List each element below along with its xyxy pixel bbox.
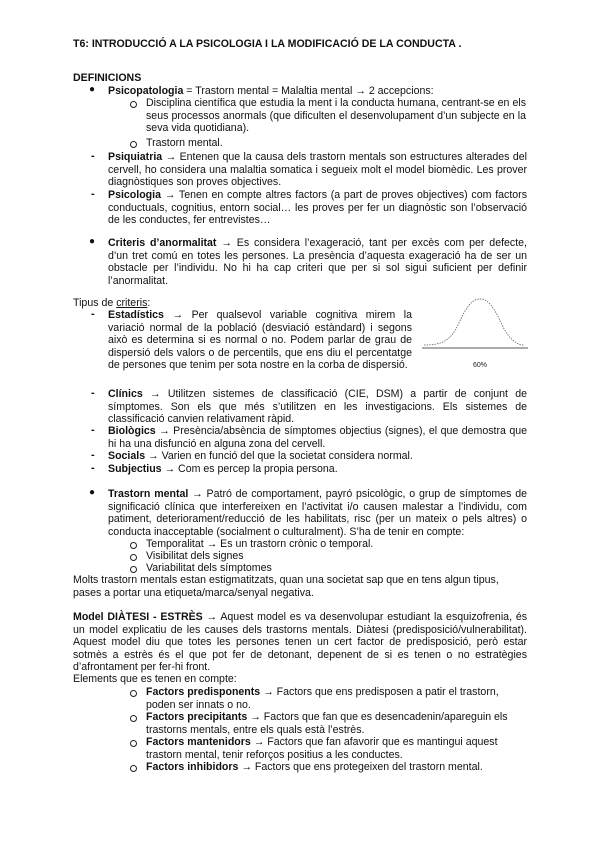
psicopatologia-entry <box>108 85 528 98</box>
tipus-label <box>73 297 150 310</box>
estadistics-entry <box>108 309 412 372</box>
biologics-entry <box>108 425 527 450</box>
estigma-paragraph: Molts trastorn mentals estan estigmatitzats, quan una societat sap que en tens algun tipus, pases a portar una etiqueta/marca/senyal negativa. <box>73 574 499 599</box>
definition: → Factors que fan que es desencadenin/apareguin els trastorns mentals, entre els quals està l’estrès. <box>146 711 508 736</box>
page-title: T6: INTRODUCCIÓ A LA PSICOLOGIA I LA MODIFICACIÓ DE LA CONDUCTA . <box>73 38 462 50</box>
tipus-label-underlined: criteris <box>116 297 148 309</box>
term: Trastorn mental <box>108 488 189 500</box>
definition: → Factors que ens protegeixen del trastorn mental. <box>238 761 483 773</box>
dash-icon: - <box>91 387 95 399</box>
term: Factors mantenidors <box>146 736 251 748</box>
definition: → Aquest model es va desenvolupar estudiant la esquizofrenia, és un model explicatiu de les causes dels trastorns mentals. Diàtesi (predisposició/vulnerabilitat). Aquest model diu que totes les persones tenen un cert factor de predisposició, però estar sotmès a estrès és el que pot fer de detonant, depenent de si es tenen o no estratègies d’afrontament per fer-hi front. <box>73 611 528 674</box>
socials-entry <box>108 450 527 463</box>
term: Psicopatologia <box>108 85 184 97</box>
term: Subjectius <box>108 463 162 475</box>
tipus-label-text: Tipus de <box>73 297 117 309</box>
definition: → Varien en funció del que la societat considera normal. <box>145 450 413 462</box>
definition: → Patró de comportament, payró psicològic, o grup de símptomes de significació clínica que interfereixen en l’activitat i/o causen malestar a l’individu, com patiment, deteriorament/reducció de les habilitats, risc (per un mateix o pels altres) o conducta inacceptable (socialment o culturalment). S’ha de tenir en compte: <box>108 488 527 538</box>
bullet-icon: ● <box>89 236 96 247</box>
circle-bullet-icon <box>130 715 137 722</box>
term: Model DIÀTESI - ESTRÈS <box>73 611 203 623</box>
term: Factors predisponents <box>146 686 261 698</box>
definition: → Factors que fan afavorir que es mantingui aquest trastorn mental, tenir reforços positius a les conductes. <box>146 736 498 761</box>
trastorn-sub1: Temporalitat → Es un trastorn crònic o temporal. <box>146 538 374 550</box>
circle-bullet-icon <box>130 690 137 697</box>
bell-curve <box>424 299 524 345</box>
definition: → Utilitzen sistemes de classificació (CIE, DSM) a partir de conjunt de símptomes. Son els que més s’utilitzen en les investigacions. Els sistemes de classificació canvien relativament ràpid. <box>108 388 527 426</box>
dash-icon: - <box>91 188 95 200</box>
psiquiatria-entry <box>108 151 527 189</box>
circle-bullet-icon <box>130 554 137 561</box>
term: Biològics <box>108 425 156 437</box>
definition: → Per qualsevol variable cognitiva mirem la variació normal de la població (desviació estàndard) i segons això es determina si es normal o no. Podem parlar de grau de dispersió dels valors o de percentils, que ens diu el percentatge de persones que tenim per sota nostre en la corba de dispersió. <box>108 309 412 372</box>
term: Factors precipitants <box>146 711 248 723</box>
term: Estadístics <box>108 309 164 321</box>
definition: → Entenen que la causa dels trastorn mentals son estructures alterades del cervell, ho considera una malaltia somatica i segueix molt el model biomèdic. Les prover diagnòstiques son proves objectives. <box>108 151 527 189</box>
tipus-label-colon: : <box>147 297 151 309</box>
dash-icon: - <box>91 462 95 474</box>
trastorn-sub2: Visibilitat dels signes <box>146 550 244 562</box>
dash-icon: - <box>91 150 95 162</box>
criteris-entry <box>108 237 527 287</box>
term: Psiquiatria <box>108 151 163 163</box>
term: Psicologia <box>108 189 161 201</box>
definition: = Trastorn mental = Malaltia mental → 2 accepcions: <box>183 85 434 97</box>
bullet-icon: ● <box>89 487 96 498</box>
normal-distribution-figure <box>420 295 530 371</box>
psicopatologia-sub2: Trastorn mental. <box>146 137 223 149</box>
factor-item <box>146 711 527 736</box>
factor-item <box>146 686 527 711</box>
circle-bullet-icon <box>130 101 137 108</box>
term: Clínics <box>108 388 143 400</box>
term: Socials <box>108 450 146 462</box>
definition: → Factors que ens predisposen a patir el trastorn, poden ser innats o no. <box>146 686 499 711</box>
psicopatologia-sub1: Disciplina científica que estudia la ment i la conducta humana, centrant-se en els seus processos anormals (que dificulten el desenvolupament d’un subjecte en la seva vida quotidiana). <box>146 97 526 135</box>
elements-label: Elements que es tenen en compte: <box>73 673 237 685</box>
trastorn-sub3: Variabilitat dels símptomes <box>146 562 272 574</box>
dash-icon: - <box>91 449 95 461</box>
circle-bullet-icon <box>130 740 137 747</box>
section-heading: DEFINICIONS <box>73 72 142 84</box>
psicologia-entry <box>108 189 527 227</box>
model-entry <box>73 611 527 674</box>
definition: → Presència/absència de símptomes objectius (signes), el que demostra que hi ha una disfunció en alguna zona del cervell. <box>108 425 527 450</box>
circle-bullet-icon <box>130 765 137 772</box>
circle-bullet-icon <box>130 141 137 148</box>
term: Criteris d’anormalitat <box>108 237 217 249</box>
figure-label: 60% <box>472 362 488 369</box>
circle-bullet-icon <box>130 566 137 573</box>
dash-icon: - <box>91 308 95 320</box>
dash-icon: - <box>91 424 95 436</box>
definition: → Com es percep la propia persona. <box>161 463 338 475</box>
factor-item <box>146 761 527 774</box>
subjectius-entry <box>108 463 527 476</box>
bullet-icon: ● <box>89 84 96 95</box>
clinics-entry <box>108 388 527 426</box>
circle-bullet-icon <box>130 542 137 549</box>
factor-item <box>146 736 527 761</box>
definition: → Es considera l’exageració, tant per excès com per defecte, d’un tret comú en totes les persones. La presència d’aquesta exageració ha de ser un obstacle per l’individu. No hi ha cap criteri que per si sol sigui suficient per definir l’anormalitat. <box>108 237 527 287</box>
trastorn-entry <box>108 488 527 538</box>
term: Factors inhibidors <box>146 761 239 773</box>
definition: → Tenen en compte altres factors (a part de proves objectives) com factors conductuals, cognitius, entorn social… les proves per fer un diagnòstic son l’observació de les conductes, fer entrevistes… <box>108 189 527 227</box>
